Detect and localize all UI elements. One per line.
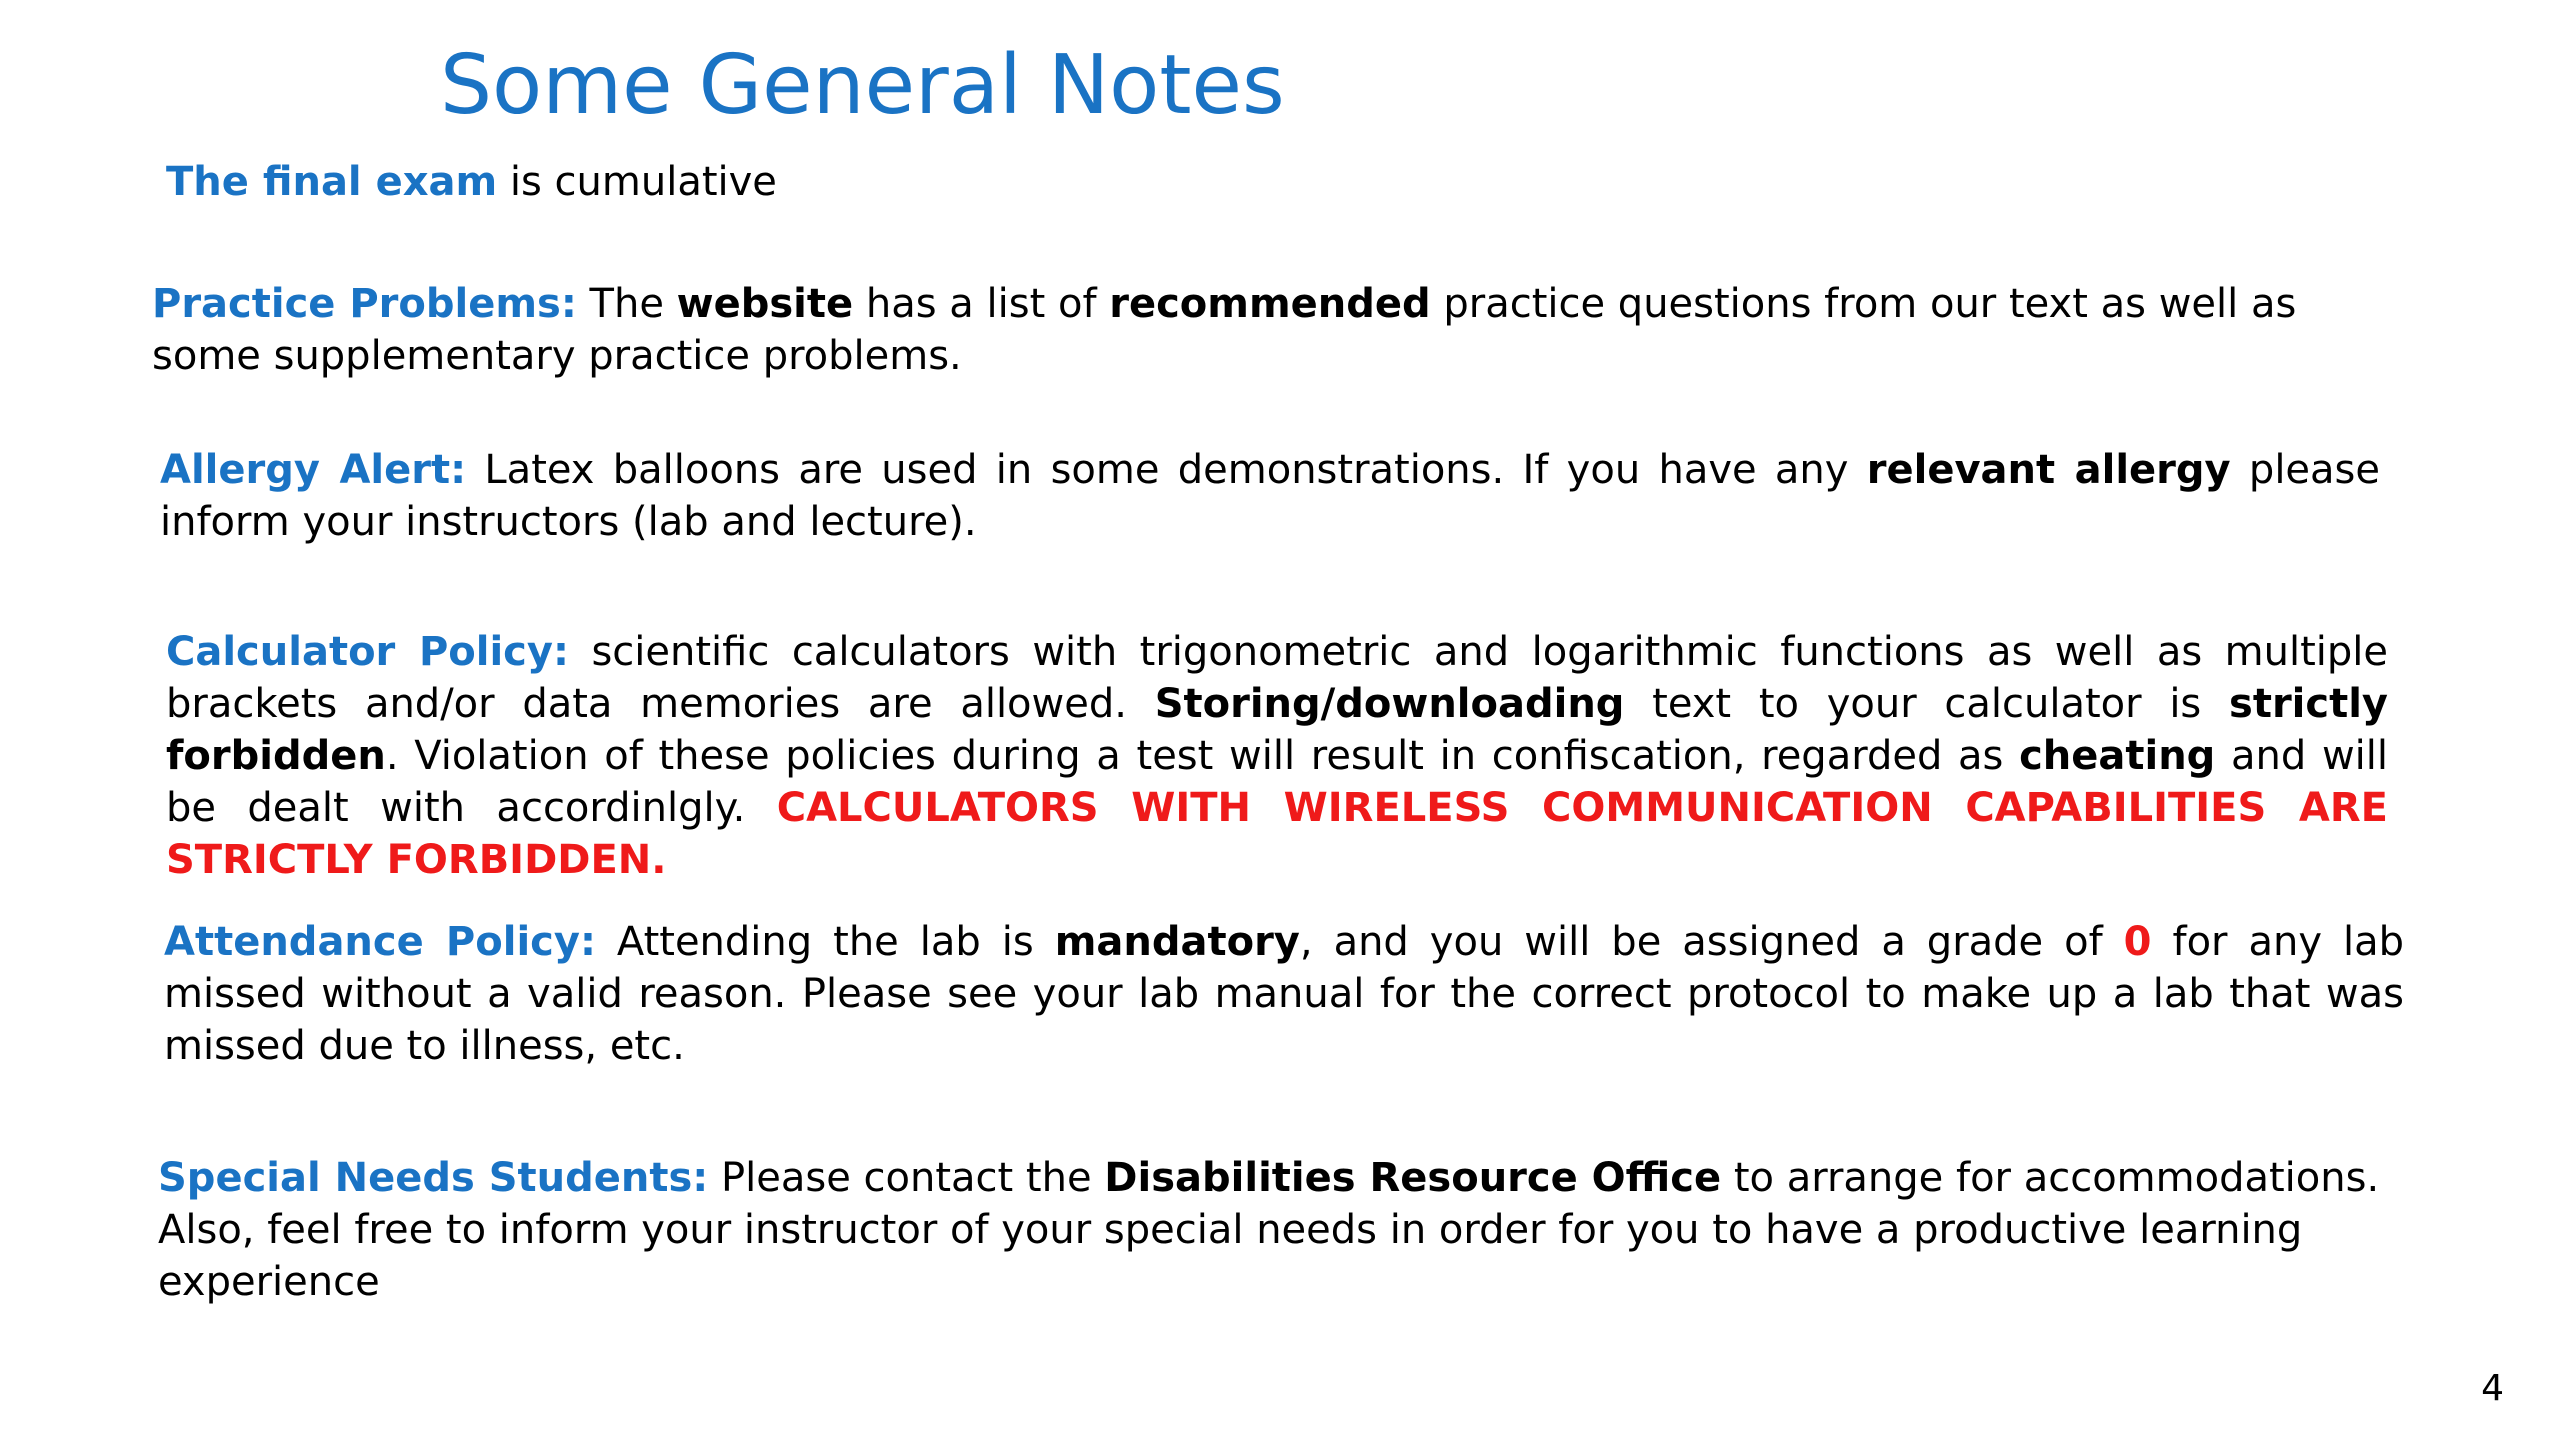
- final-exam-note: [166, 156, 777, 208]
- final-exam-text: is cumulative: [497, 159, 777, 205]
- attendance-grade-zero: 0: [2123, 919, 2152, 965]
- calculator-policy-note: [166, 626, 2388, 886]
- allergy-text-2: please inform your instructors (lab and lecture).: [160, 447, 2380, 545]
- attendance-policy-heading: Attendance Policy:: [164, 919, 596, 965]
- special-needs-bold-office: Disabilities Resource Office: [1104, 1155, 1722, 1201]
- practice-text-3: practice questions from our text as well as some supplementary practice problems.: [152, 281, 2297, 379]
- attendance-text-3: for any lab missed without a valid reason. Please see your lab manual for the correct protocol to make up a lab that was missed due to illness, etc.: [164, 919, 2405, 1069]
- calculator-bold-storing: Storing/downloading: [1154, 681, 1625, 727]
- attendance-text-1: Attending the lab is: [595, 919, 1055, 965]
- special-needs-heading: Special Needs Students:: [158, 1155, 709, 1201]
- page-title: Some General Notes: [440, 38, 1285, 133]
- allergy-alert-heading: Allergy Alert:: [160, 447, 467, 493]
- practice-text-1: The: [576, 281, 677, 327]
- attendance-bold-mandatory: mandatory: [1054, 919, 1300, 965]
- allergy-bold-relevant: relevant allergy: [1866, 447, 2231, 493]
- practice-problems-note: [152, 278, 2392, 382]
- final-exam-heading: The final exam: [166, 159, 498, 205]
- calculator-text-3: . Violation of these policies during a test will result in confiscation, regarded as: [385, 733, 2020, 779]
- practice-text-2: has a list of: [853, 281, 1110, 327]
- calculator-bold-forbidden: strictly forbidden: [166, 681, 2388, 779]
- allergy-text-1: Latex balloons are used in some demonstrations. If you have any: [466, 447, 1867, 493]
- attendance-policy-note: [164, 916, 2404, 1072]
- special-needs-text-2: to arrange for accommodations. Also, feel free to inform your instructor of your special needs in order for you to have a productive learning experience: [158, 1155, 2380, 1305]
- allergy-alert-note: [160, 444, 2380, 548]
- practice-bold-website: website: [676, 281, 854, 327]
- practice-problems-heading: Practice Problems:: [152, 281, 577, 327]
- page-number: 4: [2481, 1368, 2504, 1409]
- calculator-text-1: scientific calculators with trigonometric and logarithmic functions as well as multiple brackets and/or data memories are allowed.: [166, 629, 2388, 727]
- calculator-bold-cheating: cheating: [2019, 733, 2216, 779]
- special-needs-note: [158, 1152, 2404, 1308]
- attendance-text-2: , and you will be assigned a grade of: [1299, 919, 2124, 965]
- calculator-wireless-warning: CALCULATORS WITH WIRELESS COMMUNICATION CAPABILITIES ARE STRICTLY FORBIDDEN.: [166, 785, 2389, 883]
- calculator-text-4: and will be dealt with accordinlgly.: [166, 733, 2388, 831]
- calculator-text-2: text to your calculator is: [1624, 681, 2230, 727]
- special-needs-text-1: Please contact the: [708, 1155, 1105, 1201]
- practice-bold-recommended: recommended: [1109, 281, 1431, 327]
- calculator-policy-heading: Calculator Policy:: [166, 629, 569, 675]
